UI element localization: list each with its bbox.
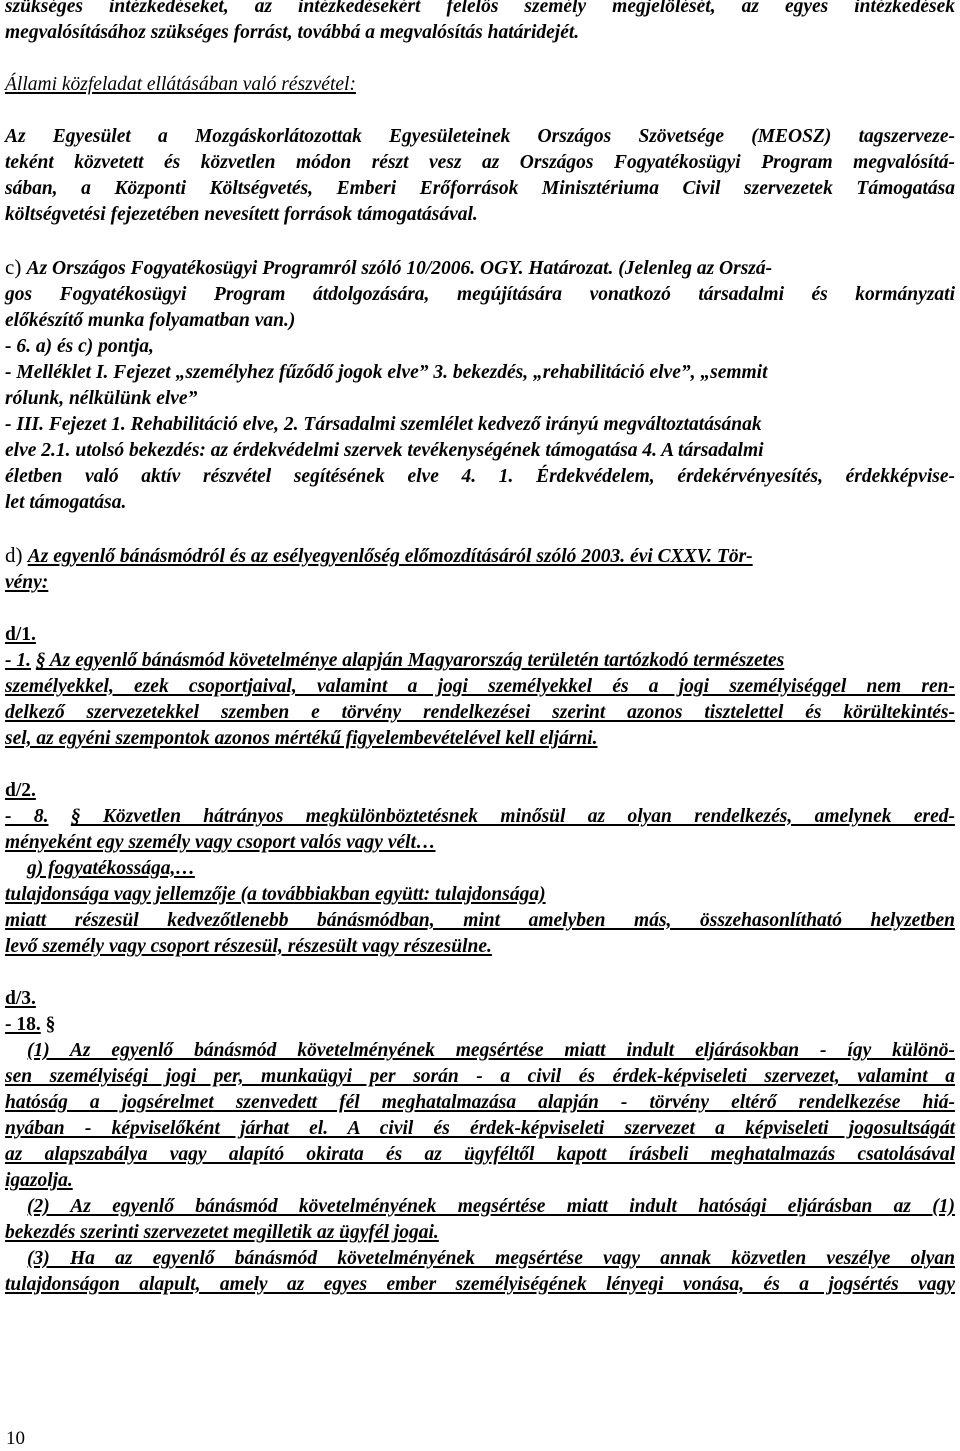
text-line (5, 622, 955, 648)
text-segment (48, 806, 70, 827)
text-line (5, 1220, 955, 1246)
paragraph-gap (5, 596, 955, 622)
text-segment: megvalósításához szükséges forrást, továbbá a megvalósítás határidejét. (5, 22, 580, 43)
text-segment: delkező szervezetekkel szemben e törvény rendelkezései szerint azonos tisztelettel és körültekintés- (5, 702, 955, 723)
text-segment: d/2. (5, 780, 36, 801)
text-segment: - Melléklet I. Fejezet „személyhez fűződő jogok elve” 3. bekezdés, „rehabilitáció elve”, „semmit (5, 362, 768, 383)
text-segment: g) fogyatékossága,… (27, 858, 195, 879)
text-segment: etes (753, 650, 785, 671)
text-segment: bekezdés szerinti szervezetet megilletik az ügyfél jogai. (5, 1222, 439, 1243)
text-segment: (3) Ha az egyenlő bánásmód követelményének megsértése vagy annak közvetlen veszélye olyan (27, 1248, 955, 1269)
paragraph-gap (5, 516, 955, 542)
text-line (5, 386, 955, 412)
text-line (5, 308, 955, 334)
text-segment: elve 2.1. utolsó bekezdés: az érdekvédelmi szervek tevékenységének támogatása 4. A társadalmi (5, 440, 764, 461)
text-segment: - 18. (5, 1014, 41, 1035)
text-segment: hatóság a jogsérelmet szenvedett fél meghatalmazása alapján - törvény eltérő rendelkezése hiá- (5, 1092, 955, 1113)
text-line (5, 908, 955, 934)
text-line (5, 176, 955, 202)
text-segment: § Az egyenlő bánásmód követelménye alapján Magyarország területén tartózkodó termész (35, 650, 754, 671)
page-number: 10 (6, 1428, 25, 1449)
text-line (5, 412, 955, 438)
text-line (5, 254, 955, 282)
text-segment: let támogatása. (5, 492, 127, 513)
text-line (5, 648, 955, 674)
text-line (5, 674, 955, 700)
text-line (5, 830, 955, 856)
paragraph-gap (5, 960, 955, 986)
text-segment: § Közvetlen hátrányos megkülönböztetésnek minősül az olyan rendelkezés, amelynek ered- (70, 806, 955, 827)
text-segment: - 1. (5, 650, 31, 671)
text-line (5, 334, 955, 360)
text-segment: az alapszabálya vagy alapító okirata és az ügyféltől kapott írásbeli meghatalmazás csatolásával (5, 1144, 955, 1165)
text-line (5, 934, 955, 960)
text-segment: (2) Az egyenlő bánásmód követelményének megsértése miatt indult hatósági eljárásban az (1) (27, 1196, 955, 1217)
text-segment: nyában - képviselőként járhat el. A civil és érdek-képviseleti szervezet a képviseleti jogosultságát (5, 1118, 955, 1139)
text-segment: tulajdonságon alapult, amely az egyes ember személyiségének lényegi vonása, és a jogsértés vagy (5, 1274, 955, 1295)
text-line (5, 1246, 955, 1272)
text-segment: tulajdonsága vagy jellemzője (a továbbiakban együtt: tulajdonsága) (5, 884, 546, 905)
text-segment: gos Fogyatékosügyi Program átdolgozására, megújítására vonatkozó társadalmi és kormányzati (5, 284, 955, 305)
text-line (5, 570, 955, 596)
text-line (5, 804, 955, 830)
text-segment: Állami közfeladat ellátásában való részvétel: (5, 74, 356, 95)
text-segment: Az Egyesület a Mozgáskorlátozottak Egyesületeinek Országos Szövetsége (MEOSZ) tagszerveze- (5, 126, 955, 147)
text-segment: Az egyenlő bánásmódról és az esélyegyenlőség előmozdításáról szóló 2003. évi CXXV. Tör- (27, 546, 753, 567)
text-segment: miatt részesül kedvezőtlenebb bánásmódban, mint amelyben más, összehasonlítható helyzetben (5, 910, 955, 931)
paragraph-gap (5, 98, 955, 124)
text-segment: - III. Fejezet 1. Rehabilitáció elve, 2. Társadalmi szemlélet kedvező irányú megváltoztatásának (5, 414, 762, 435)
text-line (5, 882, 955, 908)
text-segment: sen személyiségi jogi per, munkaügyi per során - a civil és érdek-képviseleti szervezet, valamint a (5, 1066, 955, 1087)
text-segment: c) (5, 255, 27, 279)
text-line (5, 490, 955, 516)
text-segment: életben való aktív részvétel segítésének elve 4. 1. Érdekvédelem, érdekérvényesítés, érdekképvise- (5, 466, 955, 487)
text-segment: ményeként egy személy vagy csoport valós vagy vélt… (5, 832, 436, 853)
text-line (5, 1038, 955, 1064)
text-line (5, 1194, 955, 1220)
text-segment: teként közvetett és közvetlen módon részt vesz az Országos Fogyatékosügyi Program megvalósítá- (5, 152, 955, 173)
text-segment: sel, az egyéni szempontok azonos mértékű figyelembevételével kell eljárni. (5, 728, 598, 749)
text-segment: d/3. (5, 988, 36, 1009)
document-page (5, 0, 955, 1298)
text-segment: (1) Az egyenlő bánásmód követelményének megsértése miatt indult eljárásokban - így különö- (27, 1040, 955, 1061)
text-line (5, 124, 955, 150)
text-line (5, 0, 955, 20)
text-segment: szükséges intézkedéseket, az intézkedésekért felelős személy megjelölését, az egyes intézkedések (5, 0, 955, 17)
paragraph-gap (5, 46, 955, 72)
text-segment: § (40, 1014, 56, 1035)
text-line (5, 856, 955, 882)
paragraph-gap (5, 228, 955, 254)
text-line (5, 438, 955, 464)
text-line (5, 1168, 955, 1194)
text-segment: előkészítő munka folyamatban van.) (5, 310, 296, 331)
text-segment: vény: (5, 572, 49, 593)
text-line (5, 1116, 955, 1142)
text-line (5, 1142, 955, 1168)
text-segment: levő személy vagy csoport részesül, részesült vagy részesülne. (5, 936, 492, 957)
text-line (5, 542, 955, 570)
text-line (5, 1064, 955, 1090)
text-line (5, 986, 955, 1012)
text-line (5, 464, 955, 490)
text-line (5, 282, 955, 308)
text-line (5, 778, 955, 804)
text-line (5, 1012, 955, 1038)
text-line (5, 700, 955, 726)
text-line (5, 20, 955, 46)
text-segment: személyekkel, ezek csoportjaival, valamint a jogi személyekkel és a jogi személyiséggel nem ren- (5, 676, 955, 697)
text-segment: rólunk, nélkülünk elve” (5, 388, 198, 409)
text-segment: Az Országos Fogyatékosügyi Programról szóló 10/2006. OGY. Határozat. (Jelenleg az Orszá- (26, 258, 773, 279)
text-segment: d/1. (5, 624, 36, 645)
paragraph-gap (5, 752, 955, 778)
text-line (5, 360, 955, 386)
text-line (5, 1090, 955, 1116)
text-segment: - 8. (5, 806, 49, 827)
text-line (5, 1272, 955, 1298)
text-line (5, 202, 955, 228)
text-line (5, 72, 955, 98)
text-segment: igazolja. (5, 1170, 73, 1191)
text-line (5, 150, 955, 176)
text-line (5, 726, 955, 752)
text-segment: sában, a Központi Költségvetés, Emberi Erőforrások Minisztériuma Civil szervezetek Támogatása (5, 178, 955, 199)
text-segment: d) (5, 543, 28, 567)
text-segment: - 6. a) és c) pontja, (5, 336, 154, 357)
text-segment: költségvetési fejezetében nevesített források támogatásával. (5, 204, 478, 225)
